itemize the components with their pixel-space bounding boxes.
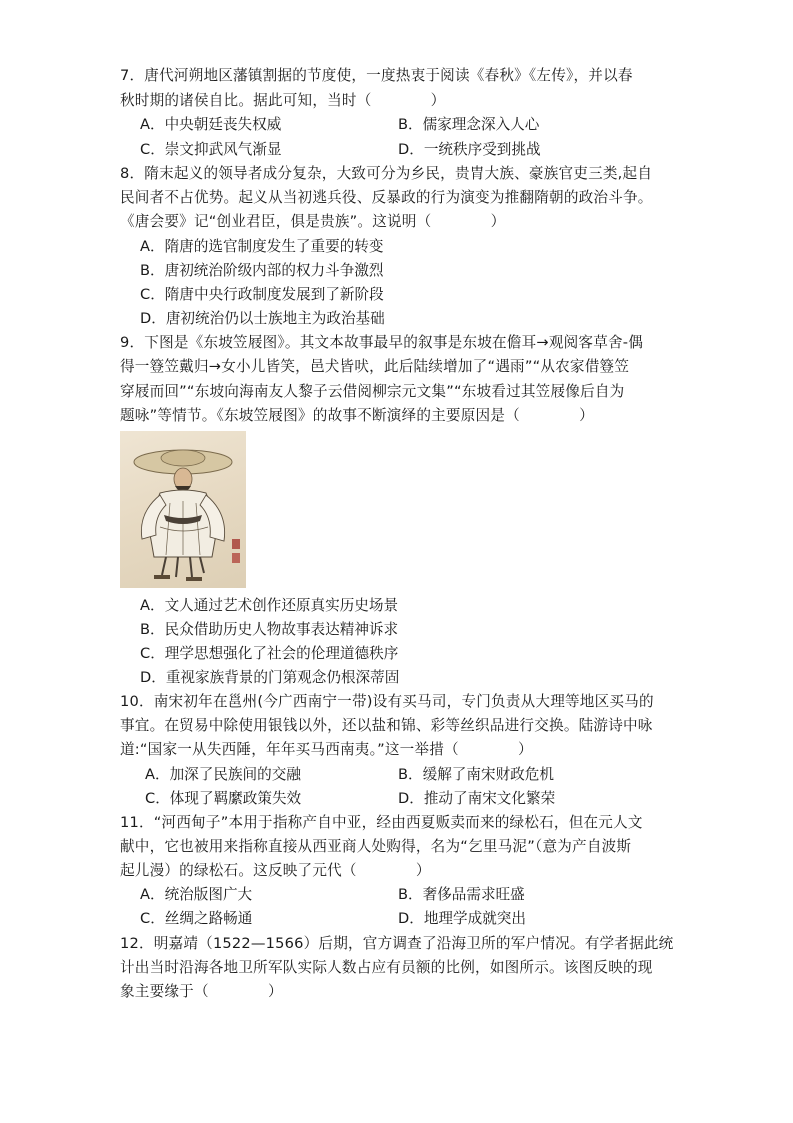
q10-option-c: C．体现了羁縻政策失效 bbox=[145, 790, 302, 807]
q7-option-d: D．一统秩序受到挑战 bbox=[398, 141, 541, 158]
q7-option-a: A．中央朝廷丧失权威 bbox=[140, 116, 282, 133]
q9-stem-line-4: 题咏”等情节。《东坡笠屐图》的故事不断演绎的主要原因是（ ） bbox=[120, 407, 594, 424]
q11-stem-line-3: 起儿漫）的绿松石。这反映了元代（ ） bbox=[120, 862, 431, 879]
q7-stem-line-1: 7．唐代河朔地区藩镇割据的节度使，一度热衷于阅读《春秋》《左传》，并以春 bbox=[120, 67, 633, 84]
q8-option-c: C．隋唐中央行政制度发展到了新阶段 bbox=[140, 286, 384, 303]
q8-stem-line-2: 民间者不占优势。起义从当初逃兵役、反暴政的行为演变为推翻隋朝的政治斗争。 bbox=[120, 189, 653, 206]
q9-option-c: C．理学思想强化了社会的伦理道德秩序 bbox=[140, 645, 399, 662]
q10-stem-line-1: 10．南宋初年在邕州(今广西南宁一带)设有买马司，专门负责从大理等地区买马的 bbox=[120, 693, 654, 710]
q8-option-b: B．唐初统治阶级内部的权力斗争激烈 bbox=[140, 262, 384, 279]
dongpo-painting-image bbox=[120, 431, 246, 588]
q11-stem-line-1: 11．“河西甸子”本用于指称产自中亚，经由西夏贩卖而来的绿松石，但在元人文 bbox=[120, 814, 643, 831]
q10-option-b: B．缓解了南宋财政危机 bbox=[398, 766, 554, 783]
q10-option-d: D．推动了南宋文化繁荣 bbox=[398, 790, 556, 807]
q11-option-a: A．统治版图广大 bbox=[140, 886, 253, 903]
q9-stem-line-2: 得一簦笠戴归→女小儿皆笑，邑犬皆吠，此后陆续增加了“遇雨”“从农家借簦笠 bbox=[120, 358, 630, 375]
q11-option-c: C．丝绸之路畅通 bbox=[140, 910, 253, 927]
q9-option-a: A．文人通过艺术创作还原真实历史场景 bbox=[140, 597, 399, 614]
q11-stem-line-2: 献中，它也被用来指称直接从西亚商人处购得，名为“乞里马泥”（意为产自波斯 bbox=[120, 838, 632, 855]
q11-option-d: D．地理学成就突出 bbox=[398, 910, 526, 927]
q7-option-b: B．儒家理念深入人心 bbox=[398, 116, 540, 133]
q12-stem-line-1: 12．明嘉靖（1522—1566）后期，官方调查了沿海卫所的军户情况。有学者据此统 bbox=[120, 935, 674, 952]
q9-option-b: B．民众借助历史人物故事表达精神诉求 bbox=[140, 621, 399, 638]
q10-stem-line-2: 事宜。在贸易中除使用银钱以外，还以盐和锦、彩等丝织品进行交换。陆游诗中咏 bbox=[120, 717, 653, 734]
q12-stem-line-2: 计出当时沿海各地卫所军队实际人数占应有员额的比例，如图所示。该图反映的现 bbox=[120, 959, 653, 976]
q7-option-c: C．崇文抑武风气渐显 bbox=[140, 141, 282, 158]
q7-stem-line-2: 秋时期的诸侯自比。据此可知，当时（ ） bbox=[120, 92, 446, 109]
q8-stem-line-3: 《唐会要》记“创业君臣，俱是贵族”。这说明（ ） bbox=[120, 213, 506, 230]
q9-stem-line-1: 9．下图是《东坡笠屐图》。其文本故事最早的叙事是东坡在儋耳→观阅客草舍-偶 bbox=[120, 334, 644, 351]
q9-option-d: D．重视家族背景的门第观念仍根深蒂固 bbox=[140, 669, 400, 686]
q10-option-a: A．加深了民族间的交融 bbox=[145, 766, 301, 783]
q8-option-a: A．隋唐的选官制度发生了重要的转变 bbox=[140, 238, 384, 255]
q11-option-b: B．奢侈品需求旺盛 bbox=[398, 886, 525, 903]
q12-stem-line-3: 象主要缘于（ ） bbox=[120, 983, 283, 1000]
q9-stem-line-3: 穿屐而回”“东坡向海南友人黎子云借阅柳宗元文集”“东坡看过其笠屐像后自为 bbox=[120, 383, 625, 400]
q10-stem-line-3: 道:“国家一从失西陲，年年买马西南夷。”这一举措（ ） bbox=[120, 741, 533, 758]
q8-option-d: D．唐初统治仍以士族地主为政治基础 bbox=[140, 310, 385, 327]
q8-stem-line-1: 8．隋末起义的领导者成分复杂，大致可分为乡民，贵胄大族、豪族官吏三类,起自 bbox=[120, 165, 653, 182]
